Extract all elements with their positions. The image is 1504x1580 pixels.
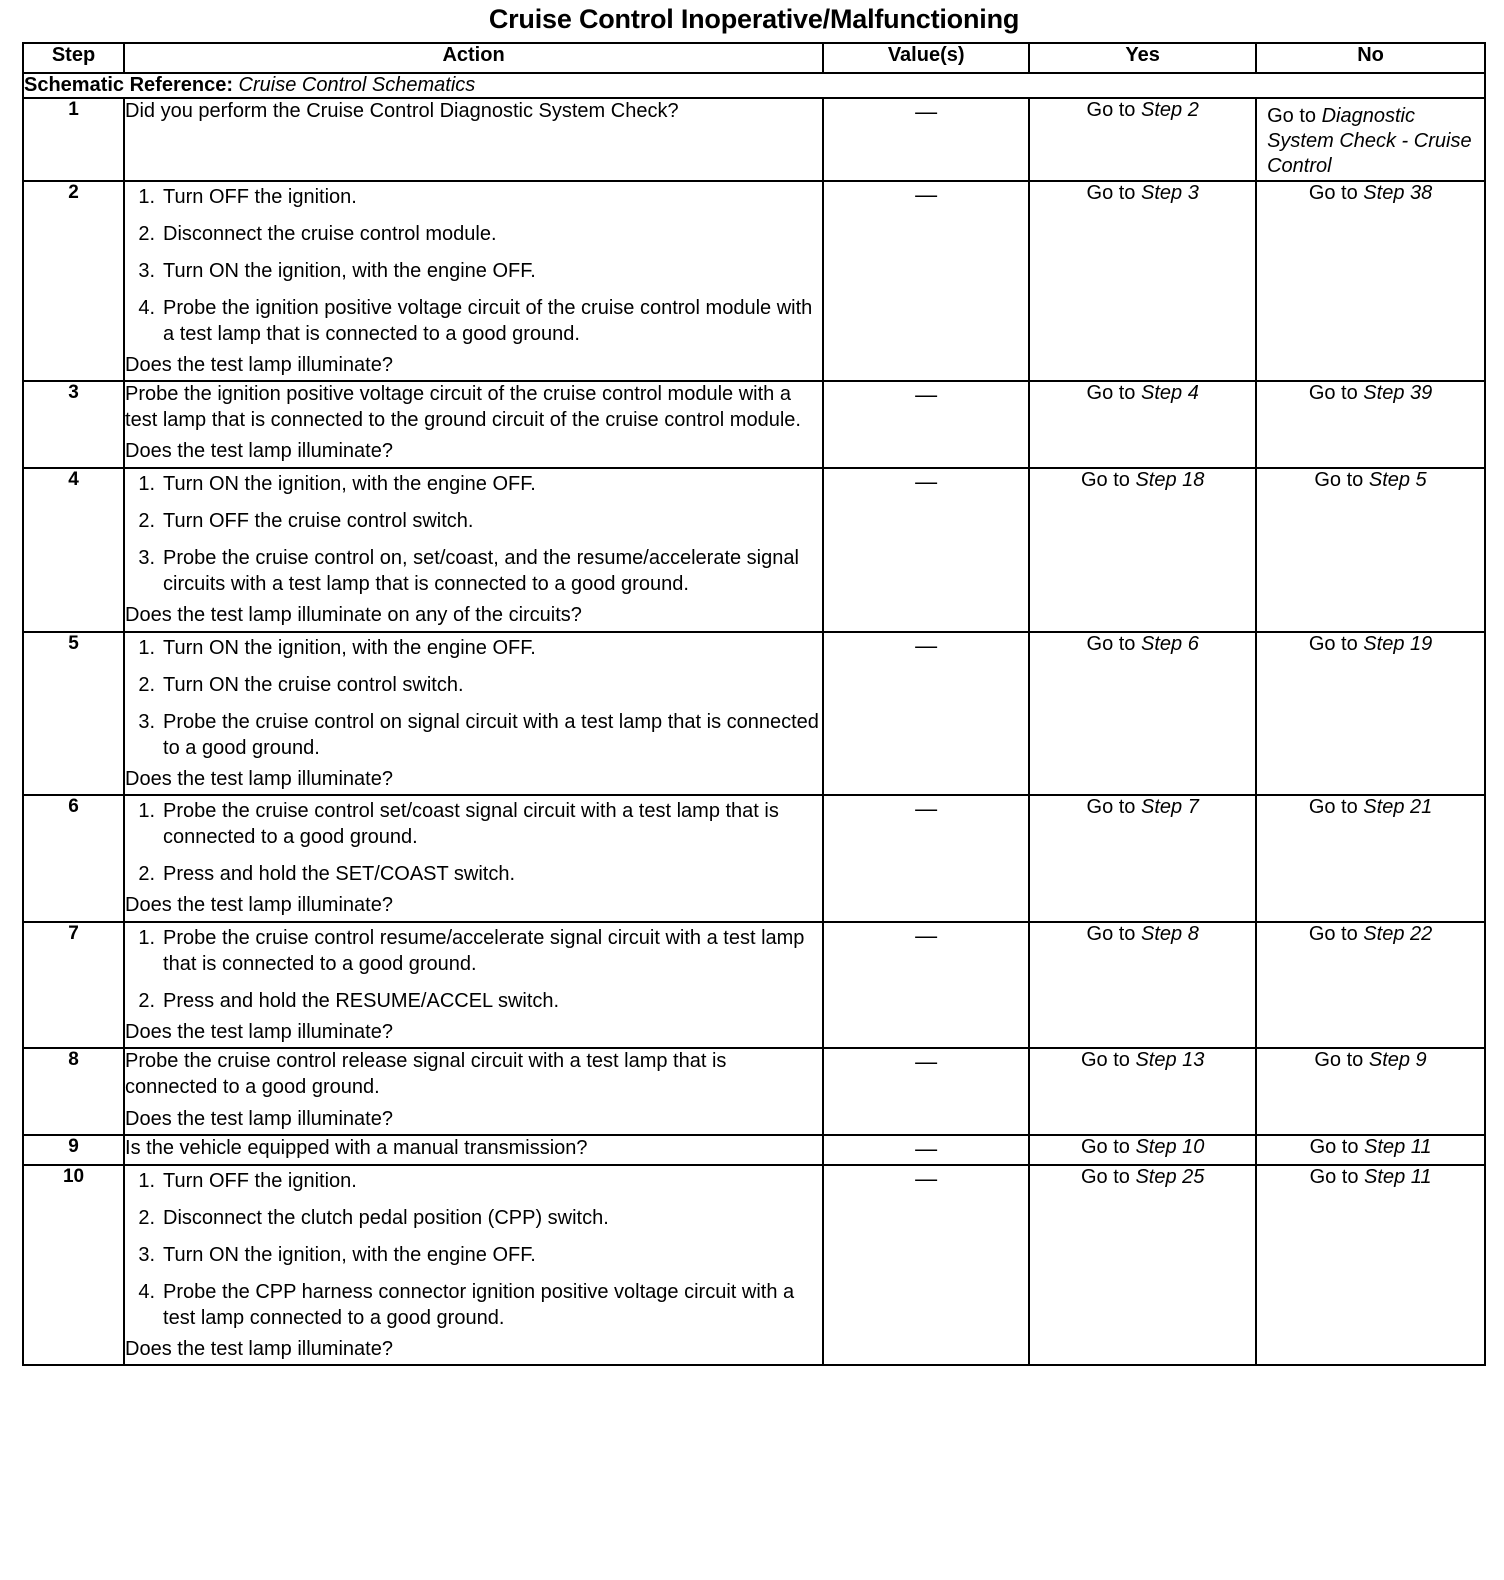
- action-step-item: Turn ON the cruise control switch.: [163, 673, 464, 696]
- value-cell: [823, 468, 1029, 632]
- no-goto-target[interactable]: Step 22: [1363, 922, 1433, 945]
- page-title: Cruise Control Inoperative/Malfunctioning: [488, 4, 1020, 34]
- yes-action-cell[interactable]: [1029, 1135, 1256, 1165]
- action-step-list: [125, 925, 822, 1014]
- yes-action-cell[interactable]: [1029, 98, 1256, 181]
- no-goto-prefix: Go to: [1267, 105, 1322, 127]
- column-header-action: Action: [124, 43, 823, 73]
- action-step-list: [125, 635, 822, 761]
- action-cell: [124, 468, 823, 632]
- yes-goto-target[interactable]: Step 6: [1141, 632, 1199, 655]
- action-intro-text: Is the vehicle equipped with a manual transmission?: [125, 1137, 588, 1160]
- yes-goto-target[interactable]: Step 10: [1135, 1136, 1205, 1159]
- no-goto-target[interactable]: Step 39: [1363, 382, 1433, 405]
- column-header-no: No: [1256, 43, 1485, 73]
- action-step-item: Turn OFF the ignition.: [163, 185, 357, 208]
- no-action-cell[interactable]: [1256, 1048, 1485, 1135]
- value-dash: —: [915, 632, 938, 658]
- table-row: [23, 381, 1485, 468]
- no-goto-prefix: Go to: [1308, 382, 1364, 405]
- no-goto-text: [1314, 469, 1426, 491]
- action-cell: [124, 1048, 823, 1135]
- no-goto-prefix: Go to: [1314, 1049, 1369, 1072]
- step-number: 8: [23, 1048, 124, 1135]
- no-goto-text: [1309, 182, 1432, 204]
- no-goto-prefix: Go to: [1309, 1136, 1365, 1159]
- action-cell: [124, 181, 823, 382]
- step-number: 6: [23, 795, 124, 922]
- no-goto-text: [1309, 796, 1432, 818]
- table-row: [23, 922, 1485, 1049]
- table-header-row: [23, 43, 1485, 73]
- no-goto-text: [1310, 1166, 1432, 1188]
- yes-goto-text: [1087, 182, 1199, 204]
- value-dash: —: [915, 1136, 938, 1162]
- yes-goto-target[interactable]: Step 3: [1141, 181, 1199, 204]
- action-question: Does the test lamp illuminate?: [125, 353, 393, 376]
- yes-goto-target[interactable]: Step 7: [1141, 796, 1199, 819]
- yes-goto-prefix: Go to: [1086, 922, 1141, 945]
- no-action-cell[interactable]: [1256, 632, 1485, 796]
- yes-action-cell[interactable]: [1029, 922, 1256, 1049]
- action-step-item: Press and hold the RESUME/ACCEL switch.: [163, 989, 560, 1012]
- action-question: Does the test lamp illuminate on any of the circuits?: [125, 603, 582, 626]
- no-goto-target[interactable]: Step 9: [1368, 1049, 1427, 1072]
- no-goto-target[interactable]: Step 21: [1363, 796, 1433, 819]
- action-step-list: [125, 184, 822, 347]
- column-header-value: Value(s): [823, 43, 1029, 73]
- column-header-step: Step: [23, 43, 124, 73]
- yes-action-cell[interactable]: [1029, 1048, 1256, 1135]
- table-row: [23, 181, 1485, 382]
- yes-goto-target[interactable]: Step 4: [1141, 382, 1199, 405]
- schematic-reference-cell: [23, 73, 1485, 98]
- action-step-item: Turn ON the ignition, with the engine OFF.: [163, 259, 536, 282]
- action-intro-text: Did you perform the Cruise Control Diagnostic System Check?: [125, 100, 679, 122]
- action-step-item: Probe the cruise control set/coast signal circuit with a test lamp that is connected to a good ground.: [163, 800, 779, 849]
- step-number: 9: [23, 1135, 124, 1165]
- yes-goto-text: [1087, 99, 1199, 121]
- value-dash: —: [915, 468, 938, 494]
- yes-goto-text: [1081, 469, 1204, 491]
- action-question: Does the test lamp illuminate?: [125, 1020, 393, 1043]
- action-question: Does the test lamp illuminate?: [125, 767, 393, 790]
- yes-action-cell[interactable]: [1029, 795, 1256, 922]
- action-intro-text: Probe the ignition positive voltage circuit of the cruise control module with a test lamp that is connected to the ground circuit of the cruise control module.: [125, 383, 801, 431]
- yes-goto-prefix: Go to: [1086, 796, 1141, 819]
- action-question: Does the test lamp illuminate?: [125, 1107, 393, 1130]
- yes-goto-prefix: Go to: [1086, 382, 1141, 405]
- no-goto-prefix: Go to: [1309, 1165, 1365, 1188]
- value-cell: [823, 1135, 1029, 1165]
- value-cell: [823, 181, 1029, 382]
- value-cell: [823, 795, 1029, 922]
- value-dash: —: [915, 382, 938, 408]
- yes-goto-prefix: Go to: [1086, 99, 1141, 121]
- action-cell: [124, 922, 823, 1049]
- no-goto-target[interactable]: Step 5: [1368, 468, 1427, 491]
- action-cell: [124, 381, 823, 468]
- no-goto-target[interactable]: Step 19: [1363, 632, 1433, 655]
- value-cell: [823, 98, 1029, 181]
- action-step-item: Turn ON the ignition, with the engine OFF.: [163, 1243, 536, 1266]
- action-step-item: Probe the cruise control on, set/coast, and the resume/accelerate signal circuits with a test lamp that is connected to a good ground.: [163, 546, 799, 595]
- value-cell: [823, 1048, 1029, 1135]
- yes-goto-prefix: Go to: [1080, 468, 1136, 491]
- action-question: Does the test lamp illuminate?: [125, 894, 393, 917]
- yes-goto-prefix: Go to: [1080, 1165, 1136, 1188]
- value-dash: —: [915, 922, 938, 948]
- no-goto-prefix: Go to: [1314, 468, 1369, 491]
- no-goto-text: [1309, 382, 1432, 404]
- yes-goto-text: [1087, 633, 1199, 655]
- value-dash: —: [915, 1165, 938, 1191]
- no-action-cell[interactable]: [1256, 795, 1485, 922]
- action-question: Does the test lamp illuminate?: [125, 440, 393, 463]
- action-cell: [124, 1135, 823, 1165]
- action-step-item: Disconnect the cruise control module.: [163, 222, 497, 245]
- step-number: 7: [23, 922, 124, 1049]
- no-action-cell[interactable]: [1256, 1165, 1485, 1366]
- table-row: [23, 795, 1485, 922]
- yes-action-cell[interactable]: [1029, 1165, 1256, 1366]
- no-goto-target[interactable]: Step 38: [1363, 181, 1433, 204]
- action-step-item: Turn ON the ignition, with the engine OFF.: [163, 472, 536, 495]
- yes-goto-target[interactable]: Step 13: [1135, 1049, 1205, 1072]
- action-step-item: Probe the CPP harness connector ignition positive voltage circuit with a test lamp connected to a good ground.: [163, 1280, 795, 1329]
- action-cell: [124, 795, 823, 922]
- action-intro-text: Probe the cruise control release signal circuit with a test lamp that is connected to a good ground.: [125, 1050, 727, 1098]
- no-action-cell[interactable]: [1256, 181, 1485, 382]
- yes-goto-text: [1087, 796, 1199, 818]
- no-goto-prefix: Go to: [1308, 922, 1364, 945]
- table-row: [23, 98, 1485, 181]
- action-step-list: [125, 798, 822, 887]
- step-number: 10: [23, 1165, 124, 1366]
- value-dash: —: [915, 1049, 938, 1075]
- column-header-yes: Yes: [1029, 43, 1256, 73]
- yes-goto-text: [1081, 1049, 1204, 1071]
- no-goto-text: [1309, 923, 1432, 945]
- table-row: [23, 1048, 1485, 1135]
- no-goto-text: [1267, 105, 1472, 177]
- value-dash: —: [915, 796, 938, 822]
- value-cell: [823, 381, 1029, 468]
- step-number: 1: [23, 98, 124, 181]
- table-row: [23, 1135, 1485, 1165]
- no-action-cell[interactable]: [1256, 98, 1485, 181]
- yes-goto-prefix: Go to: [1086, 181, 1141, 204]
- schematic-reference-row: [23, 73, 1485, 98]
- yes-goto-target[interactable]: Step 8: [1141, 922, 1199, 945]
- action-step-item: Turn OFF the ignition.: [163, 1169, 357, 1192]
- yes-goto-target[interactable]: Step 2: [1141, 99, 1199, 121]
- action-step-item: Probe the ignition positive voltage circuit of the cruise control module with a test lamp that is connected to a good ground.: [163, 296, 813, 345]
- yes-goto-target[interactable]: Step 25: [1135, 1165, 1205, 1188]
- value-dash: —: [915, 99, 938, 124]
- table-row: [23, 632, 1485, 796]
- table-row: [23, 1165, 1485, 1366]
- no-goto-prefix: Go to: [1308, 796, 1364, 819]
- action-step-item: Probe the cruise control on signal circuit with a test lamp that is connected to a good ground.: [163, 710, 819, 759]
- no-goto-text: [1309, 633, 1432, 655]
- yes-action-cell[interactable]: [1029, 468, 1256, 632]
- value-dash: —: [915, 181, 938, 207]
- schematic-reference-label: Schematic Reference:: [24, 74, 233, 96]
- table-row: [23, 468, 1485, 632]
- action-step-item: Probe the cruise control resume/accelerate signal circuit with a test lamp that is connected to a good ground.: [163, 926, 805, 975]
- step-number: 5: [23, 632, 124, 796]
- yes-goto-text: [1087, 382, 1199, 404]
- step-number: 3: [23, 381, 124, 468]
- action-step-list: [125, 471, 822, 597]
- no-action-cell[interactable]: [1256, 1135, 1485, 1165]
- yes-goto-prefix: Go to: [1080, 1049, 1136, 1072]
- no-goto-target[interactable]: Diagnostic System Check - Cruise Control: [1267, 105, 1472, 178]
- step-number: 2: [23, 181, 124, 382]
- value-cell: [823, 1165, 1029, 1366]
- no-goto-prefix: Go to: [1308, 632, 1364, 655]
- yes-action-cell[interactable]: [1029, 381, 1256, 468]
- yes-goto-text: [1087, 923, 1199, 945]
- yes-action-cell[interactable]: [1029, 181, 1256, 382]
- action-cell: [124, 98, 823, 181]
- diagnostic-table: [22, 42, 1486, 1366]
- action-step-item: Turn OFF the cruise control switch.: [163, 509, 474, 532]
- no-action-cell[interactable]: [1256, 922, 1485, 1049]
- no-action-cell[interactable]: [1256, 381, 1485, 468]
- yes-goto-target[interactable]: Step 18: [1135, 468, 1205, 491]
- no-goto-text: [1314, 1049, 1426, 1071]
- no-goto-prefix: Go to: [1308, 181, 1364, 204]
- action-step-item: Disconnect the clutch pedal position (CPP) switch.: [163, 1206, 609, 1229]
- schematic-reference-value: Cruise Control Schematics: [238, 74, 476, 96]
- action-step-item: Turn ON the ignition, with the engine OFF.: [163, 636, 536, 659]
- action-step-item: Press and hold the SET/COAST switch.: [163, 863, 516, 886]
- no-goto-target[interactable]: Step 11: [1364, 1136, 1432, 1159]
- yes-goto-text: [1081, 1166, 1204, 1188]
- yes-goto-prefix: Go to: [1080, 1136, 1136, 1159]
- action-cell: [124, 632, 823, 796]
- action-cell: [124, 1165, 823, 1366]
- yes-goto-prefix: Go to: [1086, 632, 1141, 655]
- value-cell: [823, 632, 1029, 796]
- step-number: 4: [23, 468, 124, 632]
- table-body: [23, 73, 1485, 1365]
- yes-goto-text: [1081, 1136, 1204, 1158]
- no-goto-text: [1310, 1136, 1432, 1158]
- yes-action-cell[interactable]: [1029, 632, 1256, 796]
- value-cell: [823, 922, 1029, 1049]
- action-question: Does the test lamp illuminate?: [125, 1337, 393, 1360]
- action-step-list: [125, 1168, 822, 1331]
- no-action-cell[interactable]: [1256, 468, 1485, 632]
- no-goto-target[interactable]: Step 11: [1364, 1165, 1432, 1188]
